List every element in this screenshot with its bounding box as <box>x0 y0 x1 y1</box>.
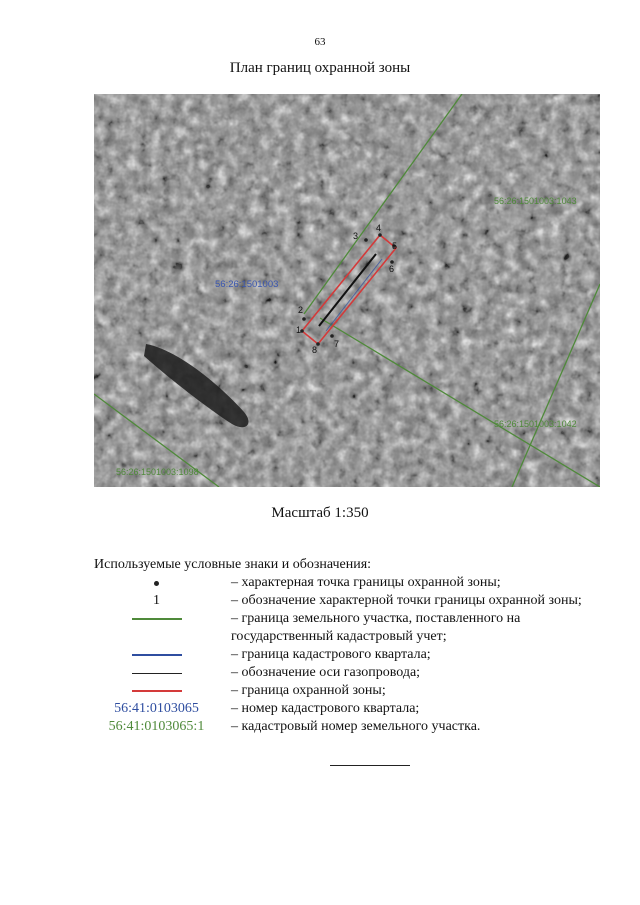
point-label-2: 2 <box>298 305 304 315</box>
scale-caption: Масштаб 1:350 <box>271 505 369 521</box>
legend-row <box>94 682 624 700</box>
point-label-6: 6 <box>389 264 395 274</box>
point-label-4: 4 <box>376 223 382 233</box>
quarter-line-symbol <box>132 654 182 656</box>
parcel-label-top-right: 56:26:1501003:1043 <box>494 196 577 206</box>
legend-description: – номер кадастрового квартала; <box>231 701 420 716</box>
legend-row <box>94 610 624 646</box>
legend-description: – обозначение оси газопровода; <box>231 665 421 680</box>
parcel-label-bottom-right: 56:26:1501003:1042 <box>494 419 577 429</box>
parcel-label-bottom-left: 56:26:1501003:1098 <box>116 467 199 477</box>
legend-description: – граница охранной зоны; <box>231 683 386 698</box>
legend-row <box>94 574 624 592</box>
zone-line-symbol <box>132 690 182 692</box>
point-label-5: 5 <box>392 241 398 251</box>
legend-description: – граница кадастрового квартала; <box>231 647 431 662</box>
point-label-8: 8 <box>312 345 318 355</box>
legend-row <box>94 592 624 610</box>
quarter-number-symbol: 56:41:0103065 <box>114 701 199 716</box>
legend-row <box>94 718 624 736</box>
point-dot-symbol <box>154 581 159 586</box>
boundary-point <box>330 334 334 338</box>
legend-description: – кадастровый номер земельного участка. <box>231 719 481 734</box>
map-image <box>94 94 600 487</box>
legend-heading: Используемые условные знаки и обозначения: <box>94 557 372 572</box>
legend-row <box>94 646 624 664</box>
parcel-number-symbol: 56:41:0103065:1 <box>108 719 205 734</box>
plan-title: План границ охранной зоны <box>229 60 411 76</box>
page-number: 63 <box>314 36 326 48</box>
point-label-3: 3 <box>353 231 359 241</box>
closing-rule <box>330 765 410 766</box>
quarter-number-label: 56:26:1501003 <box>215 279 279 290</box>
legend-row <box>94 664 624 682</box>
legend-description: – обозначение характерной точки границы охранной зоны; <box>231 593 582 608</box>
legend-row <box>94 700 624 718</box>
legend <box>94 574 624 736</box>
point-label-7: 7 <box>334 339 340 349</box>
map-svg <box>94 94 600 487</box>
legend-description: – характерная точка границы охранной зоны; <box>231 575 501 590</box>
boundary-point <box>378 233 382 237</box>
point-label-1: 1 <box>296 325 302 335</box>
point-number-symbol: 1 <box>153 593 160 608</box>
boundary-point <box>302 317 306 321</box>
boundary-point <box>364 238 368 242</box>
parcel-line-symbol <box>132 618 182 620</box>
legend-description: – граница земельного участка, поставленного на государственный кадастровый учет; <box>231 611 521 644</box>
pipeline-axis-symbol <box>132 673 182 674</box>
